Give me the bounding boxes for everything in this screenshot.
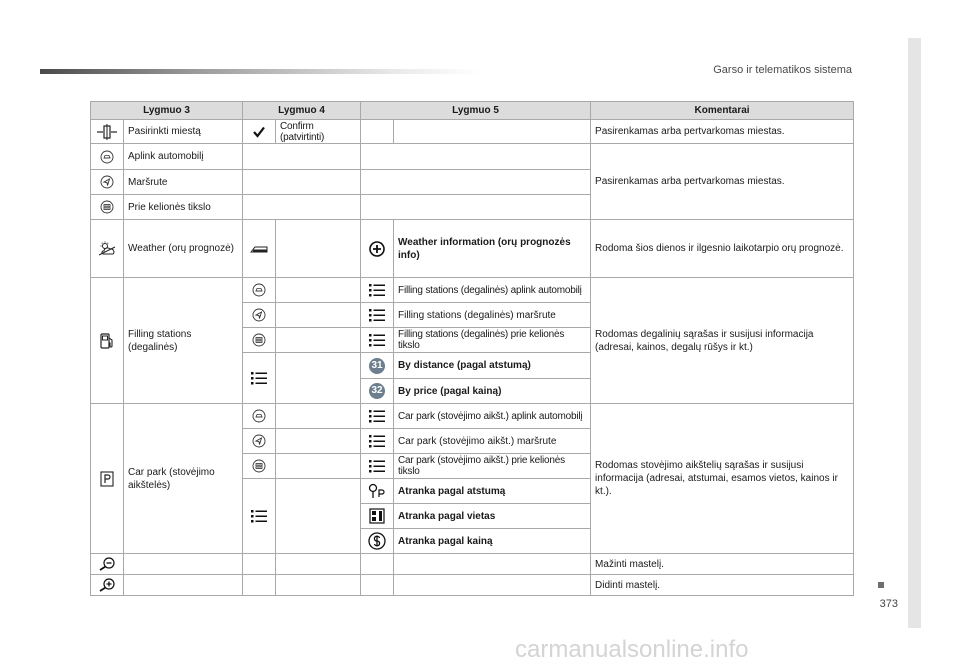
row-comment: Mažinti mastelį. <box>591 554 854 575</box>
weather-info-label: Weather information (orų prognozės info) <box>394 220 591 278</box>
sort-price-badge-icon: 32 <box>361 379 394 404</box>
spaces-icon <box>361 504 394 529</box>
fuel-station-icon <box>91 278 124 404</box>
row-label: Pasirinkti miestą <box>124 120 243 144</box>
row-label: Car park (stovėjimo aikštelės) <box>124 404 243 554</box>
park-option-destination: Car park (stovėjimo aikšt.) prie kelionės tikslo <box>394 454 591 479</box>
list-icon <box>243 479 276 554</box>
around-vehicle-icon <box>243 278 276 303</box>
zoom-in-icon <box>91 575 124 596</box>
watermark: carmanualsonline.info <box>515 636 749 663</box>
list-icon <box>361 404 394 429</box>
header-gradient-bar <box>40 69 480 74</box>
park-sort-distance: Atranka pagal atstumą <box>394 479 591 504</box>
navigation-menu-table <box>90 101 854 596</box>
table-header-row <box>91 102 854 120</box>
city-select-icon <box>91 120 124 144</box>
row-label: Filling stations (degalinės) <box>124 278 243 404</box>
col-header-comments: Komentarai <box>591 102 854 120</box>
destination-icon <box>243 454 276 479</box>
weather-icon <box>91 220 124 278</box>
list-icon <box>361 429 394 454</box>
weather-info-icon <box>361 220 394 278</box>
distance-pin-icon <box>361 479 394 504</box>
price-dollar-icon <box>361 529 394 554</box>
table-row <box>91 404 854 429</box>
check-icon <box>243 120 276 144</box>
col-header-level4: Lygmuo 4 <box>243 102 361 120</box>
col-header-level3: Lygmuo 3 <box>91 102 243 120</box>
page-header-title: Garso ir telematikos sistema <box>713 64 852 76</box>
on-route-icon <box>243 303 276 328</box>
row-label: Prie kelionės tikslo <box>124 195 243 220</box>
fuel-option-destination: Filling stations (degalinės) prie kelionės tikslo <box>394 328 591 353</box>
zoom-out-icon <box>91 554 124 575</box>
table-row <box>91 120 854 144</box>
fuel-option-around: Filling stations (degalinės) aplink automobilį <box>394 278 591 303</box>
confirm-label: Confirm (patvirtinti) <box>276 120 361 144</box>
on-route-icon <box>243 429 276 454</box>
park-option-route: Car park (stovėjimo aikšt.) maršrute <box>394 429 591 454</box>
table-row <box>91 278 854 303</box>
side-margin-strip <box>908 38 921 628</box>
list-icon <box>361 328 394 353</box>
table-row <box>91 575 854 596</box>
row-comment: Pasirenkamas arba pertvarkomas miestas. <box>591 120 854 144</box>
destination-icon <box>243 328 276 353</box>
around-vehicle-icon <box>243 404 276 429</box>
destination-icon <box>91 195 124 220</box>
row-comment: Rodomas stovėjimo aikštelių sąrašas ir susijusi informacija (adresai, atstumai, esamos vietos, kainos ir kt.). <box>591 404 854 554</box>
fuel-sort-price: By price (pagal kainą) <box>394 379 591 404</box>
table-row <box>91 554 854 575</box>
row-label: Maršrute <box>124 170 243 195</box>
park-sort-price: Atranka pagal kainą <box>394 529 591 554</box>
park-sort-spaces: Atranka pagal vietas <box>394 504 591 529</box>
around-vehicle-icon <box>91 144 124 170</box>
table-row <box>91 144 854 170</box>
row-comment: Rodomas degalinių sąrašas ir susijusi informacija (adresai, kainos, degalų rūšys ir kt.) <box>591 278 854 404</box>
table-row <box>91 220 854 278</box>
page-marker <box>878 582 884 588</box>
row-comment: Didinti mastelį. <box>591 575 854 596</box>
list-icon <box>361 454 394 479</box>
park-option-around: Car park (stovėjimo aikšt.) aplink automobilį <box>394 404 591 429</box>
sort-distance-badge-icon: 31 <box>361 353 394 379</box>
fuel-option-route: Filling stations (degalinės) maršrute <box>394 303 591 328</box>
fuel-sort-distance: By distance (pagal atstumą) <box>394 353 591 379</box>
row-comment: Rodoma šios dienos ir ilgesnio laikotarpio orų prognozė. <box>591 220 854 278</box>
row-label: Aplink automobilį <box>124 144 243 170</box>
weather-view-icon <box>243 220 276 278</box>
row-comment: Pasirenkamas arba pertvarkomas miestas. <box>591 144 854 220</box>
page-number: 373 <box>879 598 898 610</box>
list-icon <box>243 353 276 404</box>
list-icon <box>361 303 394 328</box>
row-label: Weather (orų prognozė) <box>124 220 243 278</box>
on-route-icon <box>91 170 124 195</box>
car-park-icon <box>91 404 124 554</box>
list-icon <box>361 278 394 303</box>
col-header-level5: Lygmuo 5 <box>361 102 591 120</box>
